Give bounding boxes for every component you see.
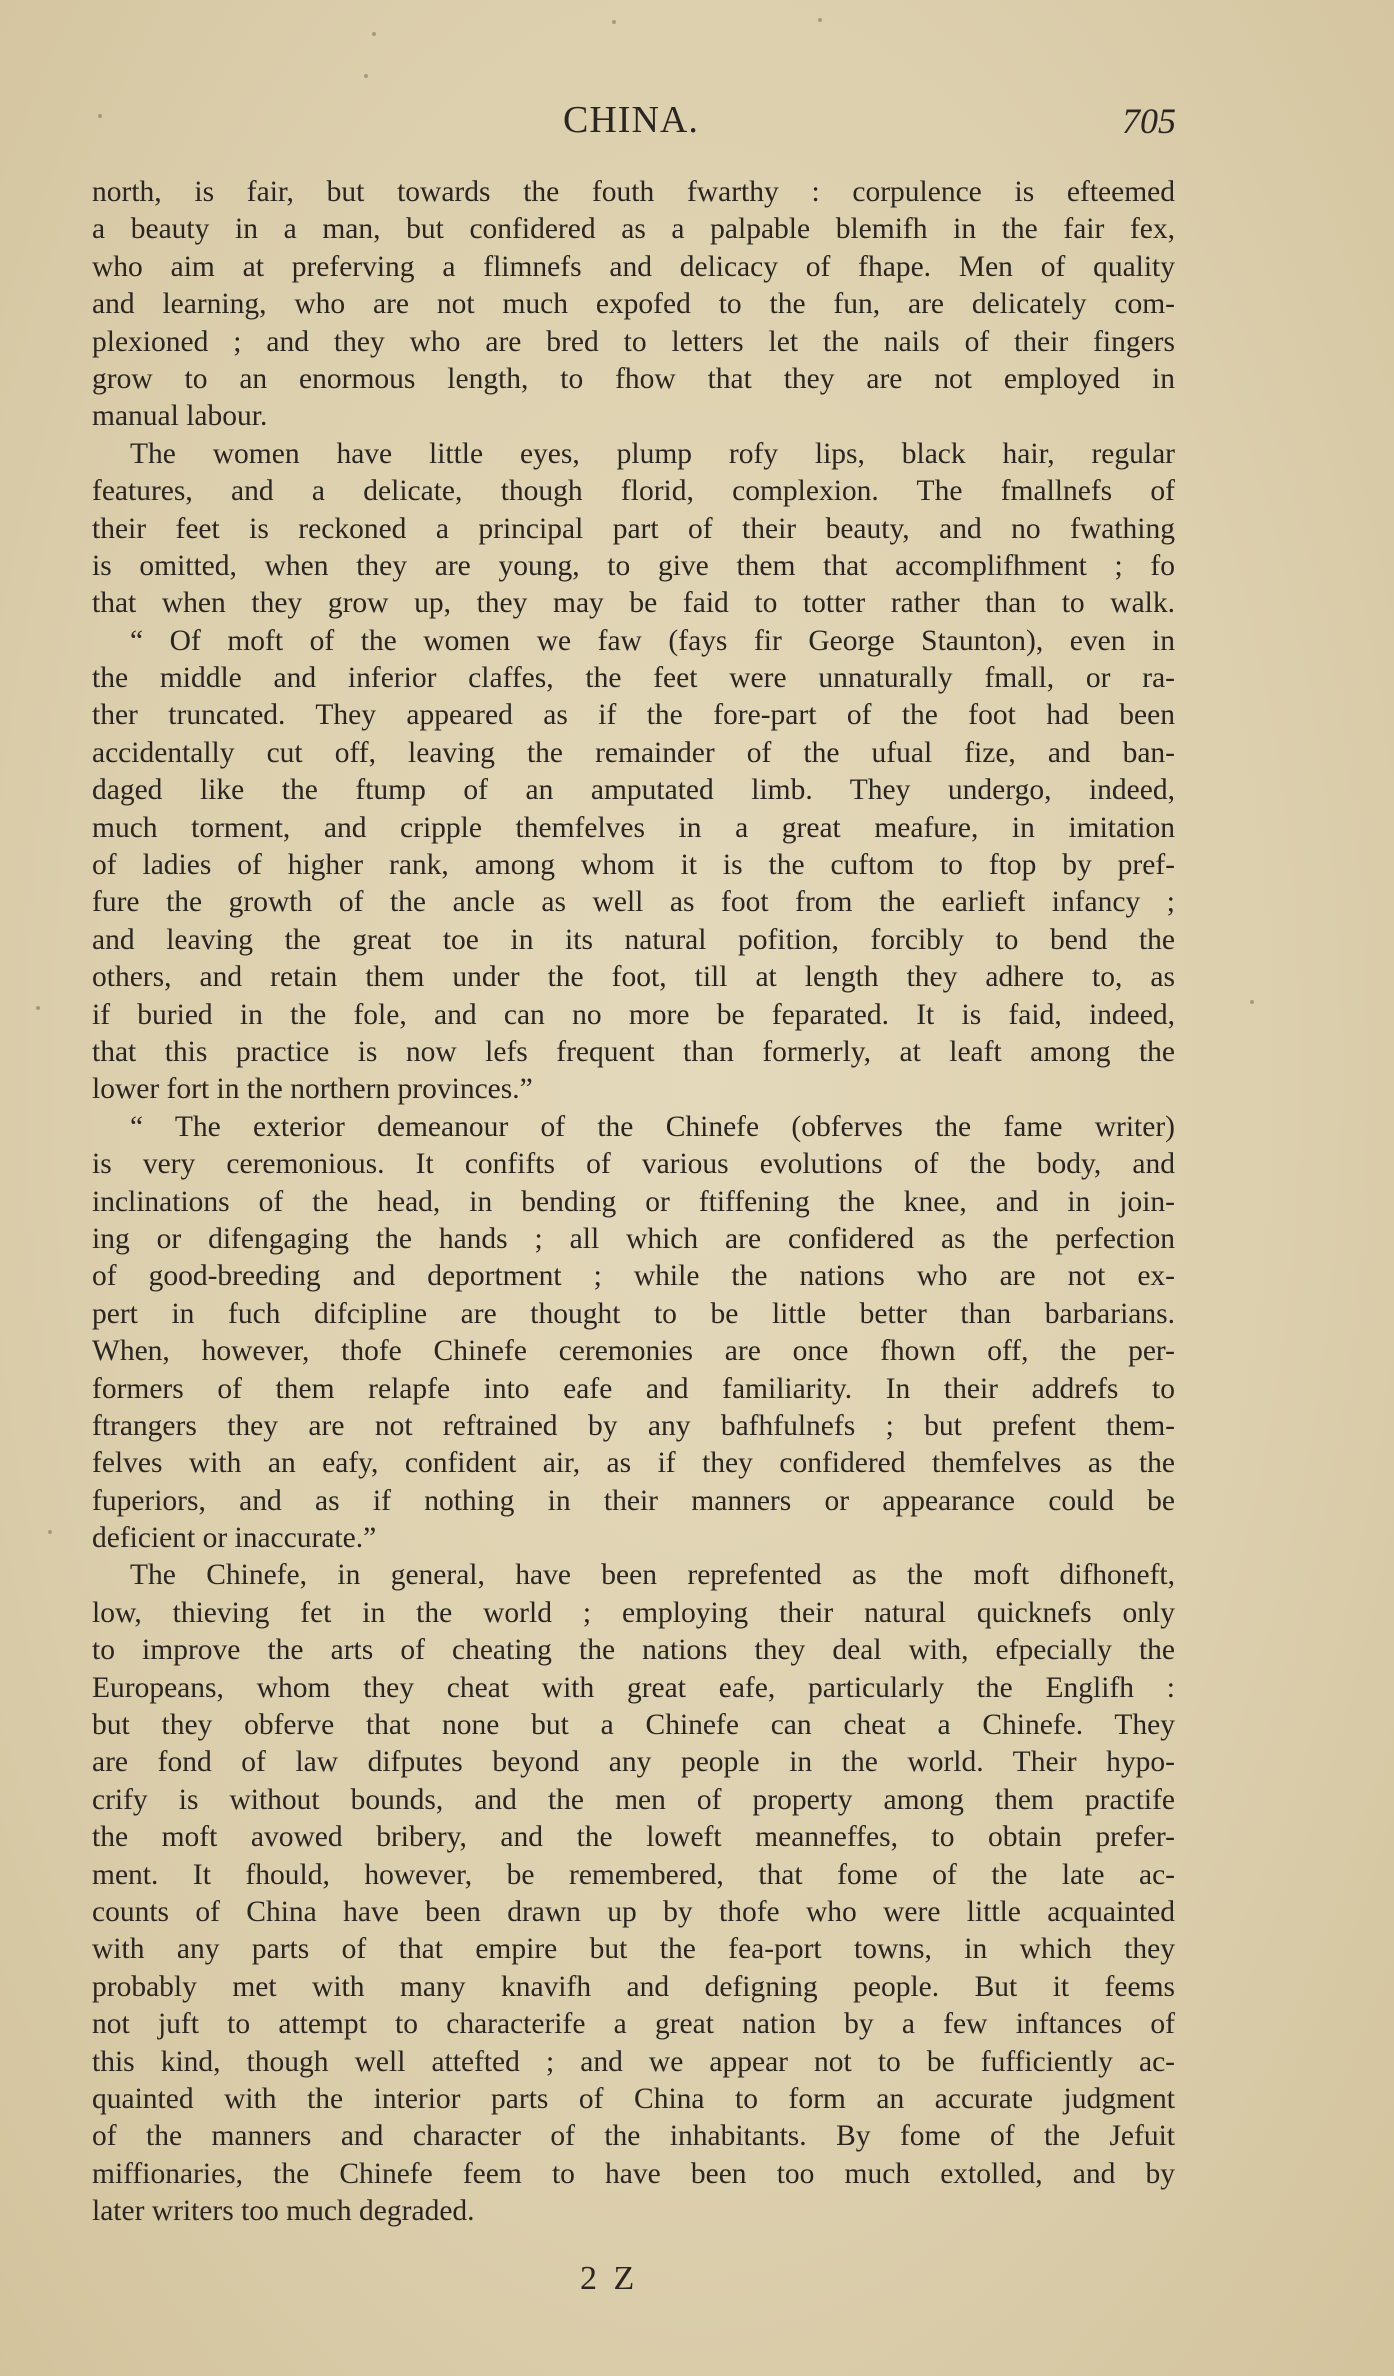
text-line: of the manners and character of the inhabitants. By fome of the Jefuit [92, 2120, 1175, 2153]
running-head [0, 98, 1394, 158]
text-line: the moft avowed bribery, and the loweft meanneffes, to obtain prefer- [92, 1821, 1175, 1854]
paper-speck [36, 1006, 40, 1010]
text-line: with any parts of that empire but the fea-port towns, in which they [92, 1933, 1175, 1966]
text-line: to improve the arts of cheating the nations they deal with, efpecially the [92, 1634, 1175, 1667]
text-line: their feet is reckoned a principal part of their beauty, and no fwathing [92, 512, 1175, 545]
paper-speck [818, 18, 822, 22]
text-line: fuperiors, and as if nothing in their manners or appearance could be [92, 1484, 1175, 1517]
text-line: later writers too much degraded. [92, 2195, 475, 2228]
text-line: much torment, and cripple themfelves in a great meafure, in imitation [92, 811, 1175, 844]
text-line: who aim at preferving a flimnefs and delicacy of fhape. Men of quality [92, 250, 1175, 283]
text-line: fure the growth of the ancle as well as foot from the earlieft infancy ; [92, 886, 1175, 919]
text-line: manual labour. [92, 400, 268, 433]
text-line: but they obferve that none but a Chinefe can cheat a Chinefe. They [92, 1709, 1175, 1742]
text-line: if buried in the fole, and can no more be feparated. It is faid, indeed, [92, 998, 1175, 1031]
paragraph-start-line: The women have little eyes, plump rofy lips, black hair, regular [130, 437, 1175, 470]
text-line: plexioned ; and they who are bred to letters let the nails of their fingers [92, 325, 1175, 358]
paper-speck [372, 32, 376, 36]
text-line: counts of China have been drawn up by thofe who were little acquainted [92, 1895, 1175, 1928]
text-line: the middle and inferior claffes, the feet were unnaturally fmall, or ra- [92, 662, 1175, 695]
paragraph-start-line: “ The exterior demeanour of the Chinefe (obferves the fame writer) [130, 1110, 1175, 1143]
paper-speck [48, 1530, 52, 1534]
text-line: inclinations of the head, in bending or ftiffening the knee, and in join- [92, 1185, 1175, 1218]
text-line: pert in fuch difcipline are thought to be little better than barbarians. [92, 1297, 1175, 1330]
text-line: lower fort in the northern provinces.” [92, 1073, 533, 1106]
text-line: is omitted, when they are young, to give them that accomplifhment ; fo [92, 549, 1175, 582]
text-line: of ladies of higher rank, among whom it is the cuftom to ftop by pref- [92, 849, 1175, 882]
text-line: grow to an enormous length, to fhow that they are not employed in [92, 362, 1175, 395]
text-line: low, thieving fet in the world ; employing their natural quicknefs only [92, 1596, 1175, 1629]
paper-speck [364, 74, 368, 78]
paper-speck [1250, 1000, 1254, 1004]
text-line: ftrangers they are not reftrained by any bafhfulnefs ; but prefent them- [92, 1409, 1175, 1442]
text-line: of good-breeding and deportment ; while the nations who are not ex- [92, 1260, 1175, 1293]
text-line: probably met with many knavifh and defigning people. But it feems [92, 1970, 1175, 2003]
text-line: ment. It fhould, however, be remembered, that fome of the late ac- [92, 1858, 1175, 1891]
text-line: that when they grow up, they may be faid to totter rather than to walk. [92, 587, 1175, 620]
text-line: others, and retain them under the foot, till at length they adhere to, as [92, 961, 1175, 994]
paragraph-start-line: “ Of moft of the women we faw (fays fir George Staunton), even in [130, 624, 1175, 657]
body-text [92, 174, 1175, 2230]
page-number: 705 [1122, 101, 1176, 141]
text-line: are fond of law difputes beyond any people in the world. Their hypo- [92, 1746, 1175, 1779]
text-line: and learning, who are not much expofed to the fun, are delicately com- [92, 288, 1175, 321]
paper-speck [98, 114, 102, 118]
text-line: a beauty in a man, but confidered as a palpable blemifh in the fair fex, [92, 213, 1175, 246]
signature-mark: 2 Z [580, 2260, 639, 2297]
text-line: Europeans, whom they cheat with great eafe, particularly the Englifh : [92, 1671, 1175, 1704]
text-line: not juft to attempt to characterife a great nation by a few inftances of [92, 2008, 1175, 2041]
text-line: that this practice is now lefs frequent than formerly, at leaft among the [92, 1035, 1175, 1068]
text-line: crify is without bounds, and the men of property among them practife [92, 1783, 1175, 1816]
text-line: daged like the ftump of an amputated limb. They undergo, indeed, [92, 774, 1175, 807]
text-line: ing or difengaging the hands ; all which are confidered as the perfection [92, 1222, 1175, 1255]
text-line: formers of them relapfe into eafe and familiarity. In their addrefs to [92, 1372, 1175, 1405]
text-line: features, and a delicate, though florid, complexion. The fmallnefs of [92, 475, 1175, 508]
paper-speck [612, 20, 616, 24]
text-line: accidentally cut off, leaving the remainder of the ufual fize, and ban- [92, 736, 1175, 769]
text-line: this kind, though well attefted ; and we appear not to be fufficiently ac- [92, 2045, 1175, 2078]
text-line: ther truncated. They appeared as if the fore-part of the foot had been [92, 699, 1175, 732]
paragraph-start-line: The Chinefe, in general, have been reprefented as the moft difhoneft, [130, 1559, 1175, 1592]
text-line: and leaving the great toe in its natural pofition, forcibly to bend the [92, 923, 1175, 956]
text-line: north, is fair, but towards the fouth fwarthy : corpulence is efteemed [92, 176, 1175, 208]
text-line: felves with an eafy, confident air, as if they confidered themfelves as the [92, 1447, 1175, 1480]
text-line: is very ceremonious. It confifts of various evolutions of the body, and [92, 1148, 1175, 1181]
text-line: When, however, thofe Chinefe ceremonies are once fhown off, the per- [92, 1335, 1175, 1368]
running-title: CHINA. [563, 99, 699, 141]
text-line: deficient or inaccurate.” [92, 1522, 377, 1555]
text-line: miffionaries, the Chinefe feem to have been too much extolled, and by [92, 2157, 1175, 2190]
text-line: quainted with the interior parts of China to form an accurate judgment [92, 2082, 1175, 2115]
